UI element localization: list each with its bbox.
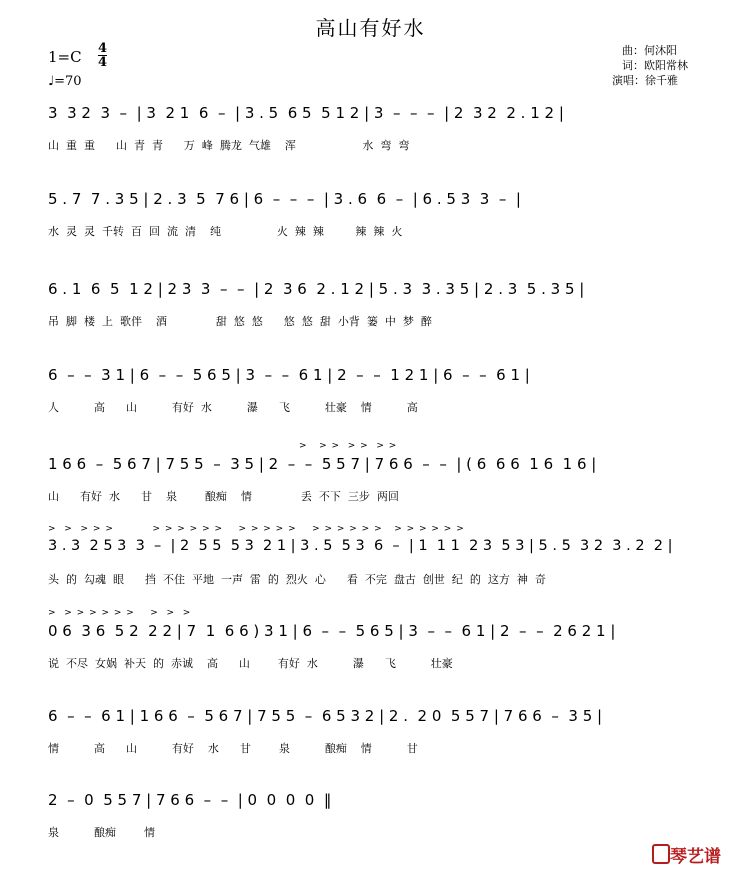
notation-line: 2 – 0 5 5 7 | 7 6 6 – – | 0 0 0 0 ‖ xyxy=(48,791,332,809)
time-signature-bottom: 4 xyxy=(98,55,108,70)
lyric-line: 说 不尽 女娲 补天 的 赤诚 高 山 有好 水 瀑 飞 壮豪 xyxy=(48,657,453,670)
score-title: 高山有好水 xyxy=(315,16,426,40)
lyric-line: 水 灵 灵 千转 百 回 流 清 纯 火 辣 辣 辣 辣 火 xyxy=(48,225,403,238)
logo-text: 琴艺谱 xyxy=(670,847,721,867)
accent-marks: > > > > > > > > > > xyxy=(48,608,192,618)
lyric-line: 山 重 重 山 青 青 万 峰 腾龙 气雄 浑 水 弯 弯 xyxy=(48,139,410,152)
notation-line: 6 – – 3 1 | 6 – – 5 6 5 | 3 – – 6 1 | 2 – – 1 2 1 | 6 – – 6 1 | xyxy=(48,366,530,384)
accent-marks: > > > > > > > xyxy=(48,441,398,451)
time-signature xyxy=(98,42,107,69)
notation-line: 3 . 3 2 5 3 3 – | 2 5 5 5 3 2 1 | 3 . 5 5 3 6 – | 1 1 1 2 3 5 3 | 5 . 5 3 2 3 . 2 2 | xyxy=(48,538,673,554)
notation-line: 6 – – 6 1 | 1 6 6 – 5 6 7 | 7 5 5 – 6 5 3 2 | 2 . 2 0 5 5 7 | 7 6 6 – 3 5 | xyxy=(48,707,603,725)
notation-line: 0 6 3 6 5 2 2 2 | 7 1 6 6 ) 3 1 | 6 – – 5 6 5 | 3 – – 6 1 | 2 – – 2 6 2 1 | xyxy=(48,622,616,640)
lyric-line: 情 高 山 有好 水 甘 泉 酿痴 情 甘 xyxy=(48,742,418,755)
notation-line: 5 . 7 7 . 3 5 | 2 . 3 5 7 6 | 6 – – – | 3 . 6 6 – | 6 . 5 3 3 – | xyxy=(48,190,521,208)
notation-line: 3 3 2 3 – | 3 2 1 6 – | 3 . 5 6 5 5 1 2 | 3 – – – | 2 3 2 2 . 1 2 | xyxy=(48,104,564,122)
lyric-line: 头 的 勾魂 眼 挡 不住 平地 一声 雷 的 烈火 心 看 不完 盘古 创世 纪 的 这方 神 奇 xyxy=(48,573,546,586)
lyric-line: 吊 脚 楼 上 歌伴 酒 甜 悠 悠 悠 悠 甜 小背 篓 中 梦 醉 xyxy=(48,315,432,328)
notation-line: 6 . 1 6 5 1 2 | 2 3 3 – – | 2 3 6 2 . 1 2 | 5 . 3 3 . 3 5 | 2 . 3 5 . 3 5 | xyxy=(48,280,585,298)
time-signature-top: 4 xyxy=(98,41,108,56)
notation-line: 1 6 6 – 5 6 7 | 7 5 5 – 3 5 | 2 – – 5 5 7 | 7 6 6 – – | ( 6 6 6 1 6 1 6 | xyxy=(48,455,597,473)
lyricist-credit: 词：欧阳常林 xyxy=(622,59,688,72)
key-signature: 1=C xyxy=(48,48,82,66)
accent-marks: > > > > > > > > > > > > > > > > > > > > > > > > > > > > xyxy=(48,524,465,534)
tempo-marking: ♩=70 xyxy=(48,74,82,89)
composer-credit: 曲：何沐阳 xyxy=(622,44,677,57)
lyric-line: 人 高 山 有好 水 瀑 飞 壮豪 情 高 xyxy=(48,401,418,414)
singer-credit: 演唱：徐千雅 xyxy=(612,74,678,87)
site-logo xyxy=(646,842,721,867)
lyric-line: 泉 酿痴 情 xyxy=(48,826,155,839)
lyric-line: 山 有好 水 甘 泉 酿痴 情 丢 不下 三步 两回 xyxy=(48,490,399,503)
